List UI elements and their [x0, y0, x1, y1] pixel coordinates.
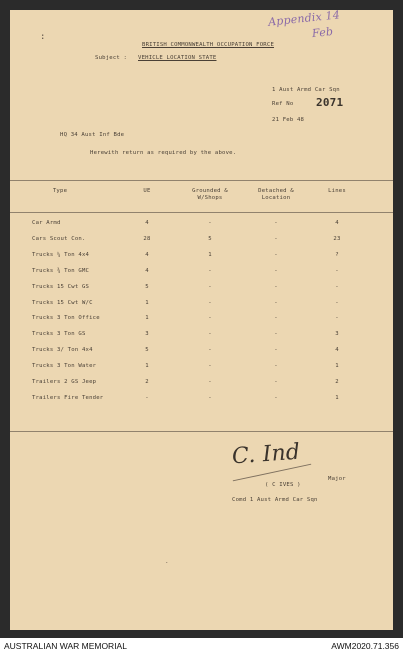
handwritten-note-second-line: Feb	[311, 24, 334, 41]
cell-detached: -	[274, 220, 278, 226]
document-date: 21 Feb 48	[272, 117, 305, 123]
cell-type: Cars Scout Con.	[32, 235, 86, 242]
table-header-rule	[10, 212, 393, 213]
table-row	[10, 268, 393, 280]
header-detached: Detached & Location	[258, 188, 294, 201]
cell-lines: -	[335, 315, 339, 322]
cell-ue: 28	[143, 235, 151, 242]
cell-lines: 1	[335, 394, 339, 401]
cell-grounded: 5	[208, 235, 212, 242]
ref-number: 2071	[316, 96, 344, 109]
cell-type: Trucks 3 Ton Water	[32, 363, 97, 370]
page-mark: .	[165, 558, 169, 565]
intro-text: Herewith return as required by the above.	[90, 150, 237, 156]
signatory-rank: Major	[328, 476, 346, 482]
cell-detached: -	[274, 331, 278, 338]
cell-grounded: -	[208, 220, 212, 226]
document-page	[10, 10, 393, 630]
cell-type: Trucks 15 Cwt GS	[32, 283, 90, 290]
cell-detached: -	[274, 394, 278, 401]
cell-type: Car Armd	[32, 220, 61, 226]
cell-ue: 4	[145, 267, 149, 274]
cell-type: Trucks ¼ Ton 4x4	[32, 251, 90, 258]
document-heading: BRITISH COMMONWEALTH OCCUPATION FORCE	[142, 42, 275, 48]
cell-grounded: -	[208, 283, 212, 290]
table-top-rule	[10, 180, 393, 181]
unit-name: 1 Aust Armd Car Sqn	[272, 87, 340, 93]
ref-label: Ref No	[272, 101, 294, 107]
cell-detached: -	[274, 379, 278, 385]
cell-grounded: -	[208, 299, 212, 306]
cell-lines: 3	[335, 331, 339, 338]
cell-type: Trucks 3 Ton Office	[32, 315, 100, 322]
cell-grounded: -	[208, 267, 212, 274]
cell-detached: -	[274, 235, 278, 242]
table-row	[10, 363, 393, 375]
cell-detached: -	[274, 283, 278, 290]
handwritten-signature: C. Ind	[231, 439, 301, 470]
cell-ue: 3	[145, 331, 149, 338]
header-ue: UE	[143, 188, 151, 194]
cell-ue: -	[145, 394, 149, 401]
header-lines: Lines	[328, 188, 346, 194]
signatory-role: Comd 1 Aust Armd Car Sqn	[232, 497, 318, 503]
cell-lines: 4	[335, 220, 339, 226]
cell-grounded: -	[208, 363, 212, 370]
cell-detached: -	[274, 315, 278, 322]
table-row	[10, 252, 393, 264]
cell-ue: 1	[145, 299, 149, 306]
archive-footer	[0, 638, 403, 653]
signatory-name: ( C IVES )	[265, 482, 301, 488]
cell-ue: 2	[145, 379, 149, 385]
cell-type: Trailers 2 GS Jeep	[32, 379, 97, 385]
cell-grounded: 1	[208, 251, 212, 258]
table-row	[10, 284, 393, 296]
header-type: Type	[52, 188, 68, 194]
cell-detached: -	[274, 267, 278, 274]
table-row	[10, 315, 393, 327]
cell-ue: 4	[145, 220, 149, 226]
footer-institution: AUSTRALIAN WAR MEMORIAL	[4, 641, 127, 651]
cell-lines: 1	[335, 363, 339, 370]
cell-ue: 5	[145, 283, 149, 290]
cell-grounded: -	[208, 379, 212, 385]
table-row	[10, 300, 393, 312]
cell-grounded: -	[208, 394, 212, 401]
cell-detached: -	[274, 347, 278, 354]
cell-lines: 2	[335, 379, 339, 385]
addressee: HQ 34 Aust Inf Bde	[60, 132, 125, 138]
table-row	[10, 220, 393, 232]
footer-accession: AWM2020.71.356	[331, 641, 399, 651]
cell-type: Trucks ¾ Ton GMC	[32, 267, 90, 274]
cell-lines: -	[335, 267, 339, 274]
cell-grounded: -	[208, 347, 212, 354]
cell-lines: -	[335, 283, 339, 290]
cell-lines: -	[335, 299, 339, 306]
cell-ue: 4	[145, 251, 149, 258]
table-row	[10, 331, 393, 343]
cell-lines: ?	[335, 251, 339, 258]
cell-type: Trucks 15 Cwt W/C	[32, 299, 93, 306]
handwritten-appendix-note: Appendix 14	[267, 8, 341, 29]
cell-type: Trucks 3 Ton GS	[32, 331, 86, 338]
cell-ue: 1	[145, 363, 149, 370]
cell-lines: 4	[335, 347, 339, 354]
subject-value: VEHICLE LOCATION STATE	[138, 55, 217, 61]
corner-mark: :	[40, 32, 46, 42]
cell-type: Trucks 3/ Ton 4x4	[32, 347, 93, 354]
cell-type: Trailers Fire Tender	[32, 394, 104, 401]
header-grounded: Grounded & W/Shops	[192, 188, 228, 201]
table-row	[10, 236, 393, 248]
cell-ue: 1	[145, 315, 149, 322]
table-row	[10, 379, 393, 391]
cell-grounded: -	[208, 315, 212, 322]
subject-label: Subject :	[95, 55, 128, 61]
cell-grounded: -	[208, 331, 212, 338]
table-row	[10, 347, 393, 359]
cell-ue: 5	[145, 347, 149, 354]
cell-detached: -	[274, 251, 278, 258]
cell-detached: -	[274, 299, 278, 306]
cell-lines: 23	[333, 235, 341, 242]
table-bottom-rule	[10, 431, 393, 432]
cell-detached: -	[274, 363, 278, 370]
table-row	[10, 395, 393, 407]
